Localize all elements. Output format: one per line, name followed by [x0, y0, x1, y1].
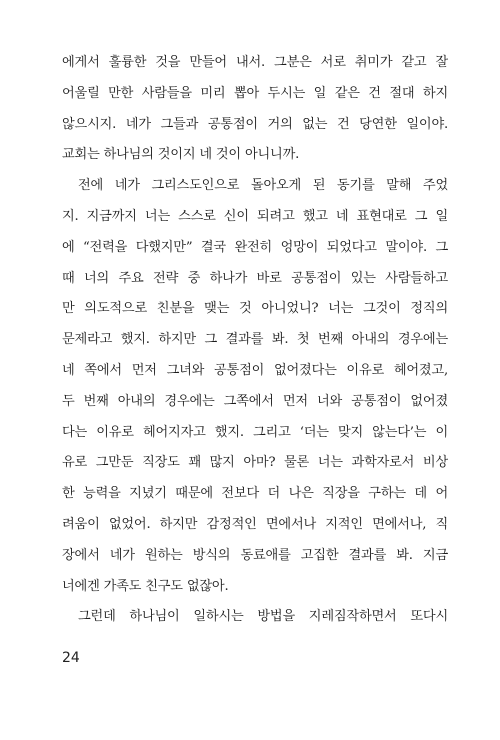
text-line: 교회는 하나님의 것이지 네 것이 아니니까.	[62, 147, 300, 163]
text-line: 어울릴 만한 사람들을 미리 뽑아 두시는 일 같은 건 절대 하지	[62, 85, 448, 101]
text-line: 유로 그만둔 직장도 꽤 많지 아마? 물론 너는 과학자로서 비상	[62, 455, 448, 471]
text-line: 장에서 네가 원하는 방식의 동료애를 고집한 결과를 봐. 지금	[62, 547, 448, 563]
body-text	[62, 48, 448, 633]
text-line: 네 쪽에서 먼저 그녀와 공통점이 없어졌다는 이유로 헤어졌고,	[62, 362, 448, 378]
text-line: 문제라고 했지. 하지만 그 결과를 봐. 첫 번째 아내의 경우에는	[62, 332, 448, 348]
text-line: 한 능력을 지녔기 때문에 전보다 더 나은 직장을 구하는 데 어	[62, 486, 448, 502]
text-line: 두 번째 아내의 경우에는 그쪽에서 먼저 너와 공통점이 없어졌	[62, 393, 448, 409]
text-line: 때 너의 주요 전략 중 하나가 바로 공통점이 있는 사람들하고	[62, 270, 448, 286]
text-line: 전에 네가 그리스도인으로 돌아오게 된 동기를 말해 주었	[78, 178, 448, 194]
text-line: 만 의도적으로 친분을 맺는 것 아니었니? 너는 그것이 정직의	[62, 301, 448, 317]
text-line: 지. 지금까지 너는 스스로 신이 되려고 했고 네 표현대로 그 일	[62, 208, 448, 224]
page-number: 24	[62, 650, 80, 666]
text-line: 다는 이유로 헤어지자고 했지. 그리고 ‘더는 맞지 않는다’는 이	[62, 424, 448, 440]
text-line: 그런데 하나님이 일하시는 방법을 지레짐작하면서 또다시	[78, 609, 448, 625]
text-line: 려움이 없었어. 하지만 감정적인 면에서나 지적인 면에서나, 직	[62, 516, 448, 532]
text-line: 에게서 훌륭한 것을 만들어 내서. 그분은 서로 취미가 같고 잘	[62, 55, 448, 70]
text-line: 너에겐 가족도 친구도 없잖아.	[62, 578, 229, 594]
text-line: 않으시지. 네가 그들과 공통점이 거의 없는 건 당연한 일이야.	[62, 116, 448, 132]
text-line: 에 “전력을 다했지만” 결국 완전히 엉망이 되었다고 말이야. 그	[62, 239, 448, 255]
